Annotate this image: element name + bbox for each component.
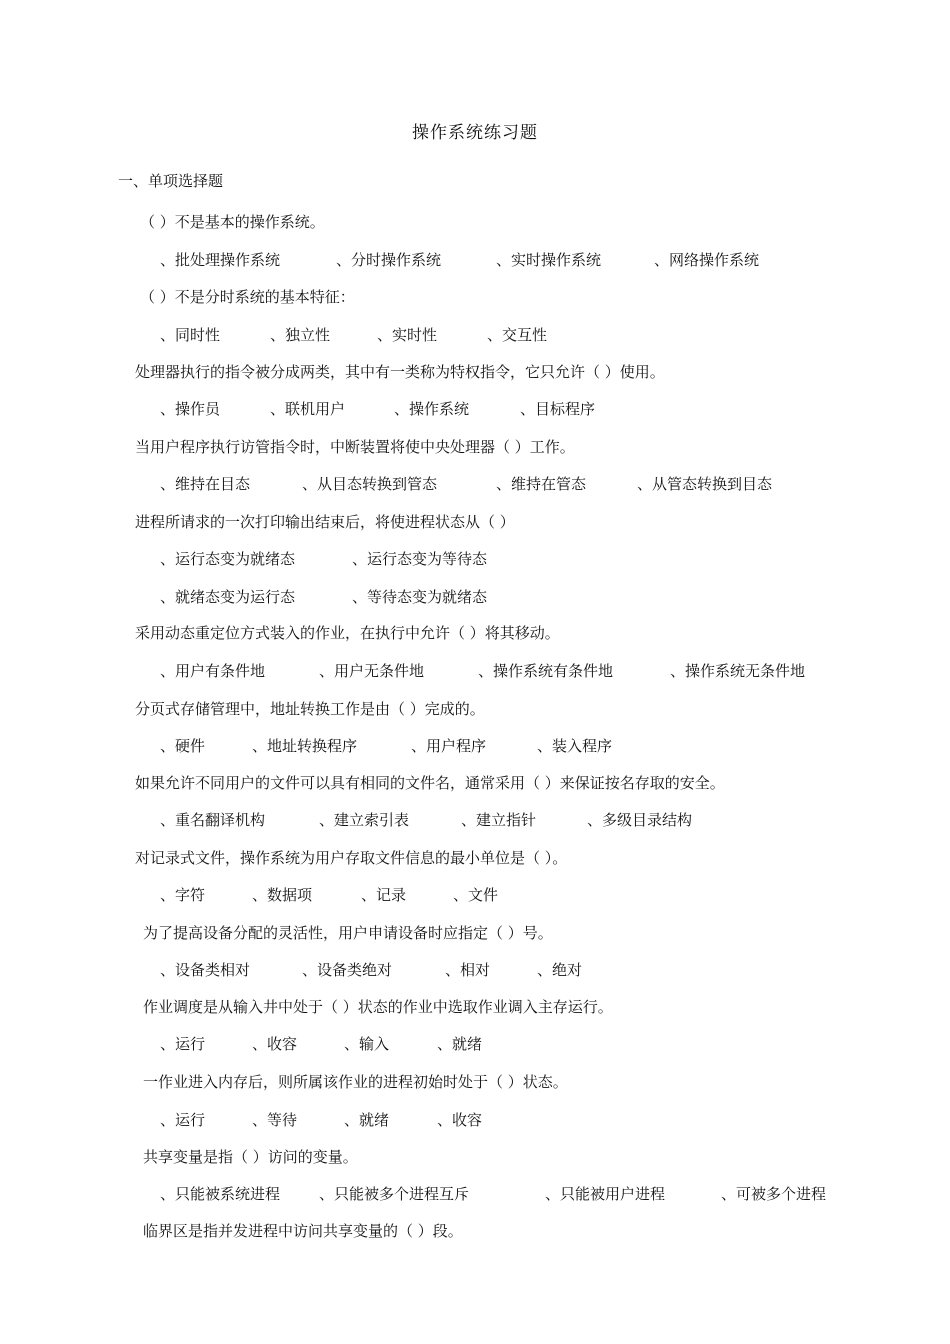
option: 、绝对 xyxy=(537,961,583,979)
option: 、目标程序 xyxy=(520,400,596,418)
option: 、可被多个进程 xyxy=(721,1185,827,1203)
option: 、就绪 xyxy=(437,1035,483,1053)
option: 、分时操作系统 xyxy=(336,251,442,269)
question-stem: （ ）不是分时系统的基本特征： xyxy=(140,288,355,306)
option: 、同时性 xyxy=(160,326,221,344)
option: 、操作系统有条件地 xyxy=(478,662,614,680)
option: 、设备类相对 xyxy=(160,961,251,979)
question-stem: 采用动态重定位方式装入的作业，在执行中允许（ ）将其移动。 xyxy=(135,624,560,642)
option: 、操作员 xyxy=(160,400,221,418)
option: 、装入程序 xyxy=(537,737,613,755)
option: 、输入 xyxy=(344,1035,390,1053)
option: 、收容 xyxy=(437,1111,483,1129)
option: 、等待 xyxy=(252,1111,298,1129)
question-stem: 分页式存储管理中，地址转换工作是由（ ）完成的。 xyxy=(135,700,485,718)
question-stem: 当用户程序执行访管指令时，中断装置将使中央处理器（ ）工作。 xyxy=(135,438,575,456)
option: 、收容 xyxy=(252,1035,298,1053)
option: 、操作系统无条件地 xyxy=(670,662,806,680)
option: 、运行 xyxy=(160,1035,206,1053)
option: 、批处理操作系统 xyxy=(160,251,281,269)
option: 、操作系统 xyxy=(394,400,470,418)
section-heading: 一、单项选择题 xyxy=(118,172,224,190)
question-stem: 为了提高设备分配的灵活性，用户申请设备时应指定（ ）号。 xyxy=(143,924,553,942)
question-stem: 进程所请求的一次打印输出结束后，将使进程状态从（ ） xyxy=(135,513,515,531)
option: 、字符 xyxy=(160,886,206,904)
option: 、实时性 xyxy=(377,326,438,344)
option: 、只能被系统进程 xyxy=(160,1185,281,1203)
option: 、独立性 xyxy=(270,326,331,344)
option: 、维持在目态 xyxy=(160,475,251,493)
option: 、等待态变为就绪态 xyxy=(352,588,488,606)
option: 、用户有条件地 xyxy=(160,662,266,680)
option: 、从目态转换到管态 xyxy=(302,475,438,493)
option: 、运行 xyxy=(160,1111,206,1129)
option: 、建立索引表 xyxy=(319,811,410,829)
option: 、文件 xyxy=(453,886,499,904)
option: 、用户无条件地 xyxy=(319,662,425,680)
question-stem: 如果允许不同用户的文件可以具有相同的文件名，通常采用（ ）来保证按名存取的安全。 xyxy=(135,774,725,792)
question-stem: 作业调度是从输入井中处于（ ）状态的作业中选取作业调入主存运行。 xyxy=(143,998,613,1016)
option: 、相对 xyxy=(445,961,491,979)
option: 、只能被多个进程互斥 xyxy=(319,1185,470,1203)
question-stem: 对记录式文件，操作系统为用户存取文件信息的最小单位是（ ）。 xyxy=(135,849,568,867)
option: 、从管态转换到目态 xyxy=(637,475,773,493)
option: 、多级目录结构 xyxy=(587,811,693,829)
option: 、只能被用户进程 xyxy=(545,1185,666,1203)
option: 、联机用户 xyxy=(270,400,346,418)
option: 、维持在管态 xyxy=(496,475,587,493)
option: 、实时操作系统 xyxy=(496,251,602,269)
document-title: 操作系统练习题 xyxy=(412,123,538,143)
option: 、交互性 xyxy=(487,326,548,344)
option: 、运行态变为就绪态 xyxy=(160,550,296,568)
option: 、重名翻译机构 xyxy=(160,811,266,829)
question-stem: 处理器执行的指令被分成两类，其中有一类称为特权指令，它只允许（ ）使用。 xyxy=(135,363,665,381)
option: 、网络操作系统 xyxy=(654,251,760,269)
option: 、设备类绝对 xyxy=(302,961,393,979)
question-stem: 一作业进入内存后，则所属该作业的进程初始时处于（ ）状态。 xyxy=(143,1073,568,1091)
option: 、运行态变为等待态 xyxy=(352,550,488,568)
option: 、记录 xyxy=(361,886,407,904)
option: 、数据项 xyxy=(252,886,313,904)
question-stem: 共享变量是指（ ）访问的变量。 xyxy=(143,1148,358,1166)
option: 、就绪态变为运行态 xyxy=(160,588,296,606)
option: 、就绪 xyxy=(344,1111,390,1129)
option: 、地址转换程序 xyxy=(252,737,358,755)
option: 、硬件 xyxy=(160,737,206,755)
option: 、用户程序 xyxy=(411,737,487,755)
question-stem: 临界区是指并发进程中访问共享变量的（ ）段。 xyxy=(143,1222,463,1240)
option: 、建立指针 xyxy=(461,811,537,829)
question-stem: （ ）不是基本的操作系统。 xyxy=(140,213,325,231)
